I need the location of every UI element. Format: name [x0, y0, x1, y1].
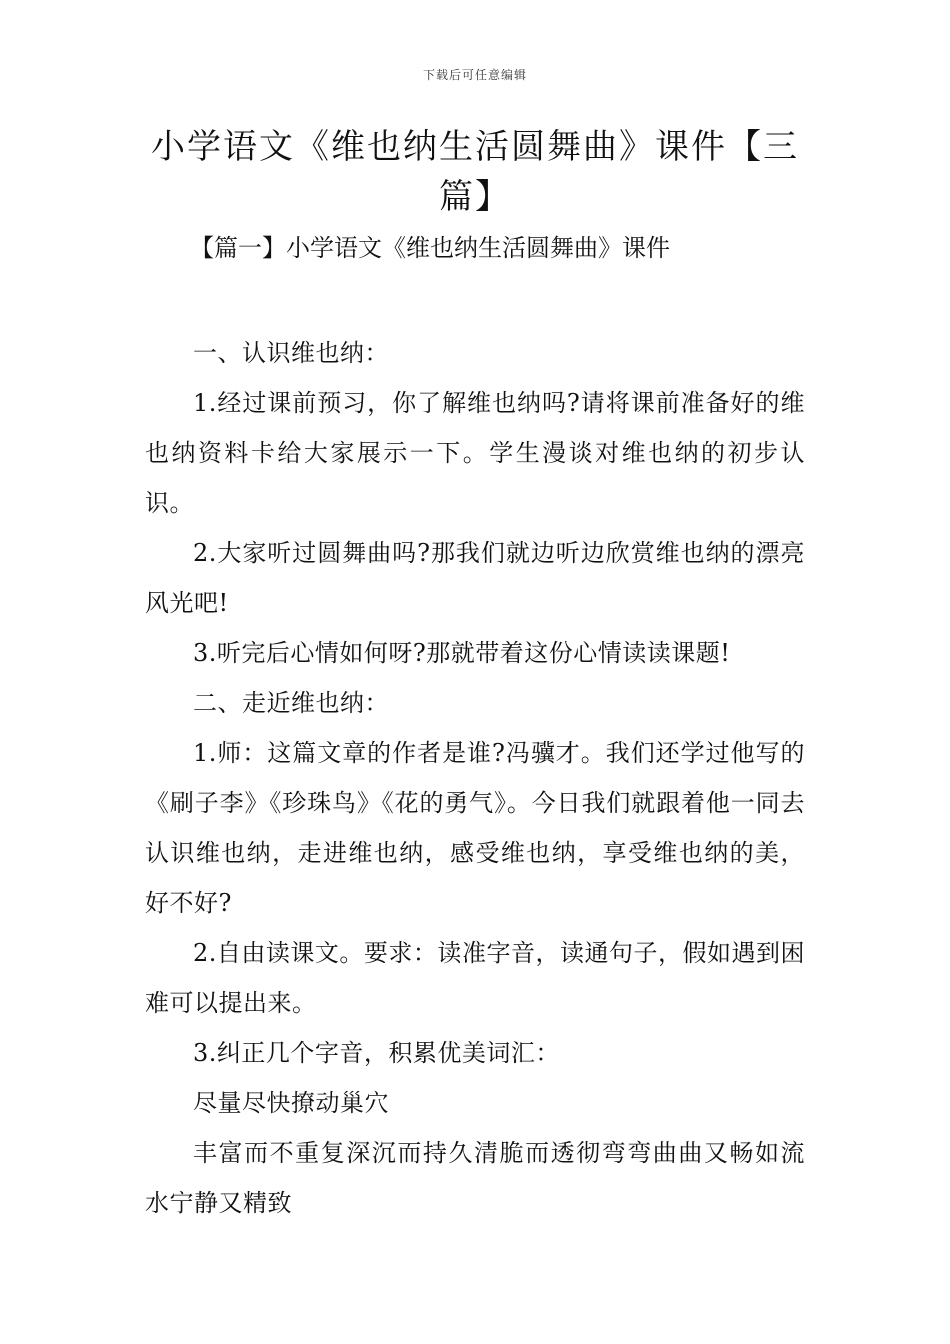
paragraph: 1.经过课前预习，你了解维也纳吗?请将课前准备好的维也纳资料卡给大家展示一下。学生漫谈对维也纳的初步认识。 — [145, 389, 805, 517]
paragraph: 丰富而不重复深沉而持久清脆而透彻弯弯曲曲又畅如流水宁静又精致 — [145, 1139, 805, 1217]
document-title: 小学语文《维也纳生活圆舞曲》课件【三篇】 — [151, 127, 799, 217]
paragraph: 二、走近维也纳： — [193, 689, 389, 717]
paragraph: 3.纠正几个字音，积累优美词汇： — [193, 1039, 560, 1067]
paragraph: 2.自由读课文。要求：读准字音，读通句子，假如遇到困难可以提出来。 — [145, 939, 805, 1017]
section-subtitle: 【篇一】小学语文《维也纳生活圆舞曲》课件 — [190, 234, 670, 262]
paragraph: 1.师：这篇文章的作者是谁?冯骥才。我们还学过他写的《刷子李》《珍珠鸟》《花的勇气》。今日我们就跟着他一同去认识维也纳，走进维也纳，感受维也纳，享受维也纳的美，好不好? — [145, 739, 805, 917]
document-body — [145, 328, 805, 1228]
paragraph: 尽量尽快撩动巢穴 — [193, 1089, 389, 1117]
paragraph: 3.听完后心情如何呀?那就带着这份心情读读课题! — [193, 639, 731, 667]
paragraph: 2.大家听过圆舞曲吗?那我们就边听边欣赏维也纳的漂亮风光吧! — [145, 539, 805, 617]
header-note: 下载后可任意编辑 — [422, 68, 527, 82]
paragraph: 一、认识维也纳： — [193, 339, 389, 367]
